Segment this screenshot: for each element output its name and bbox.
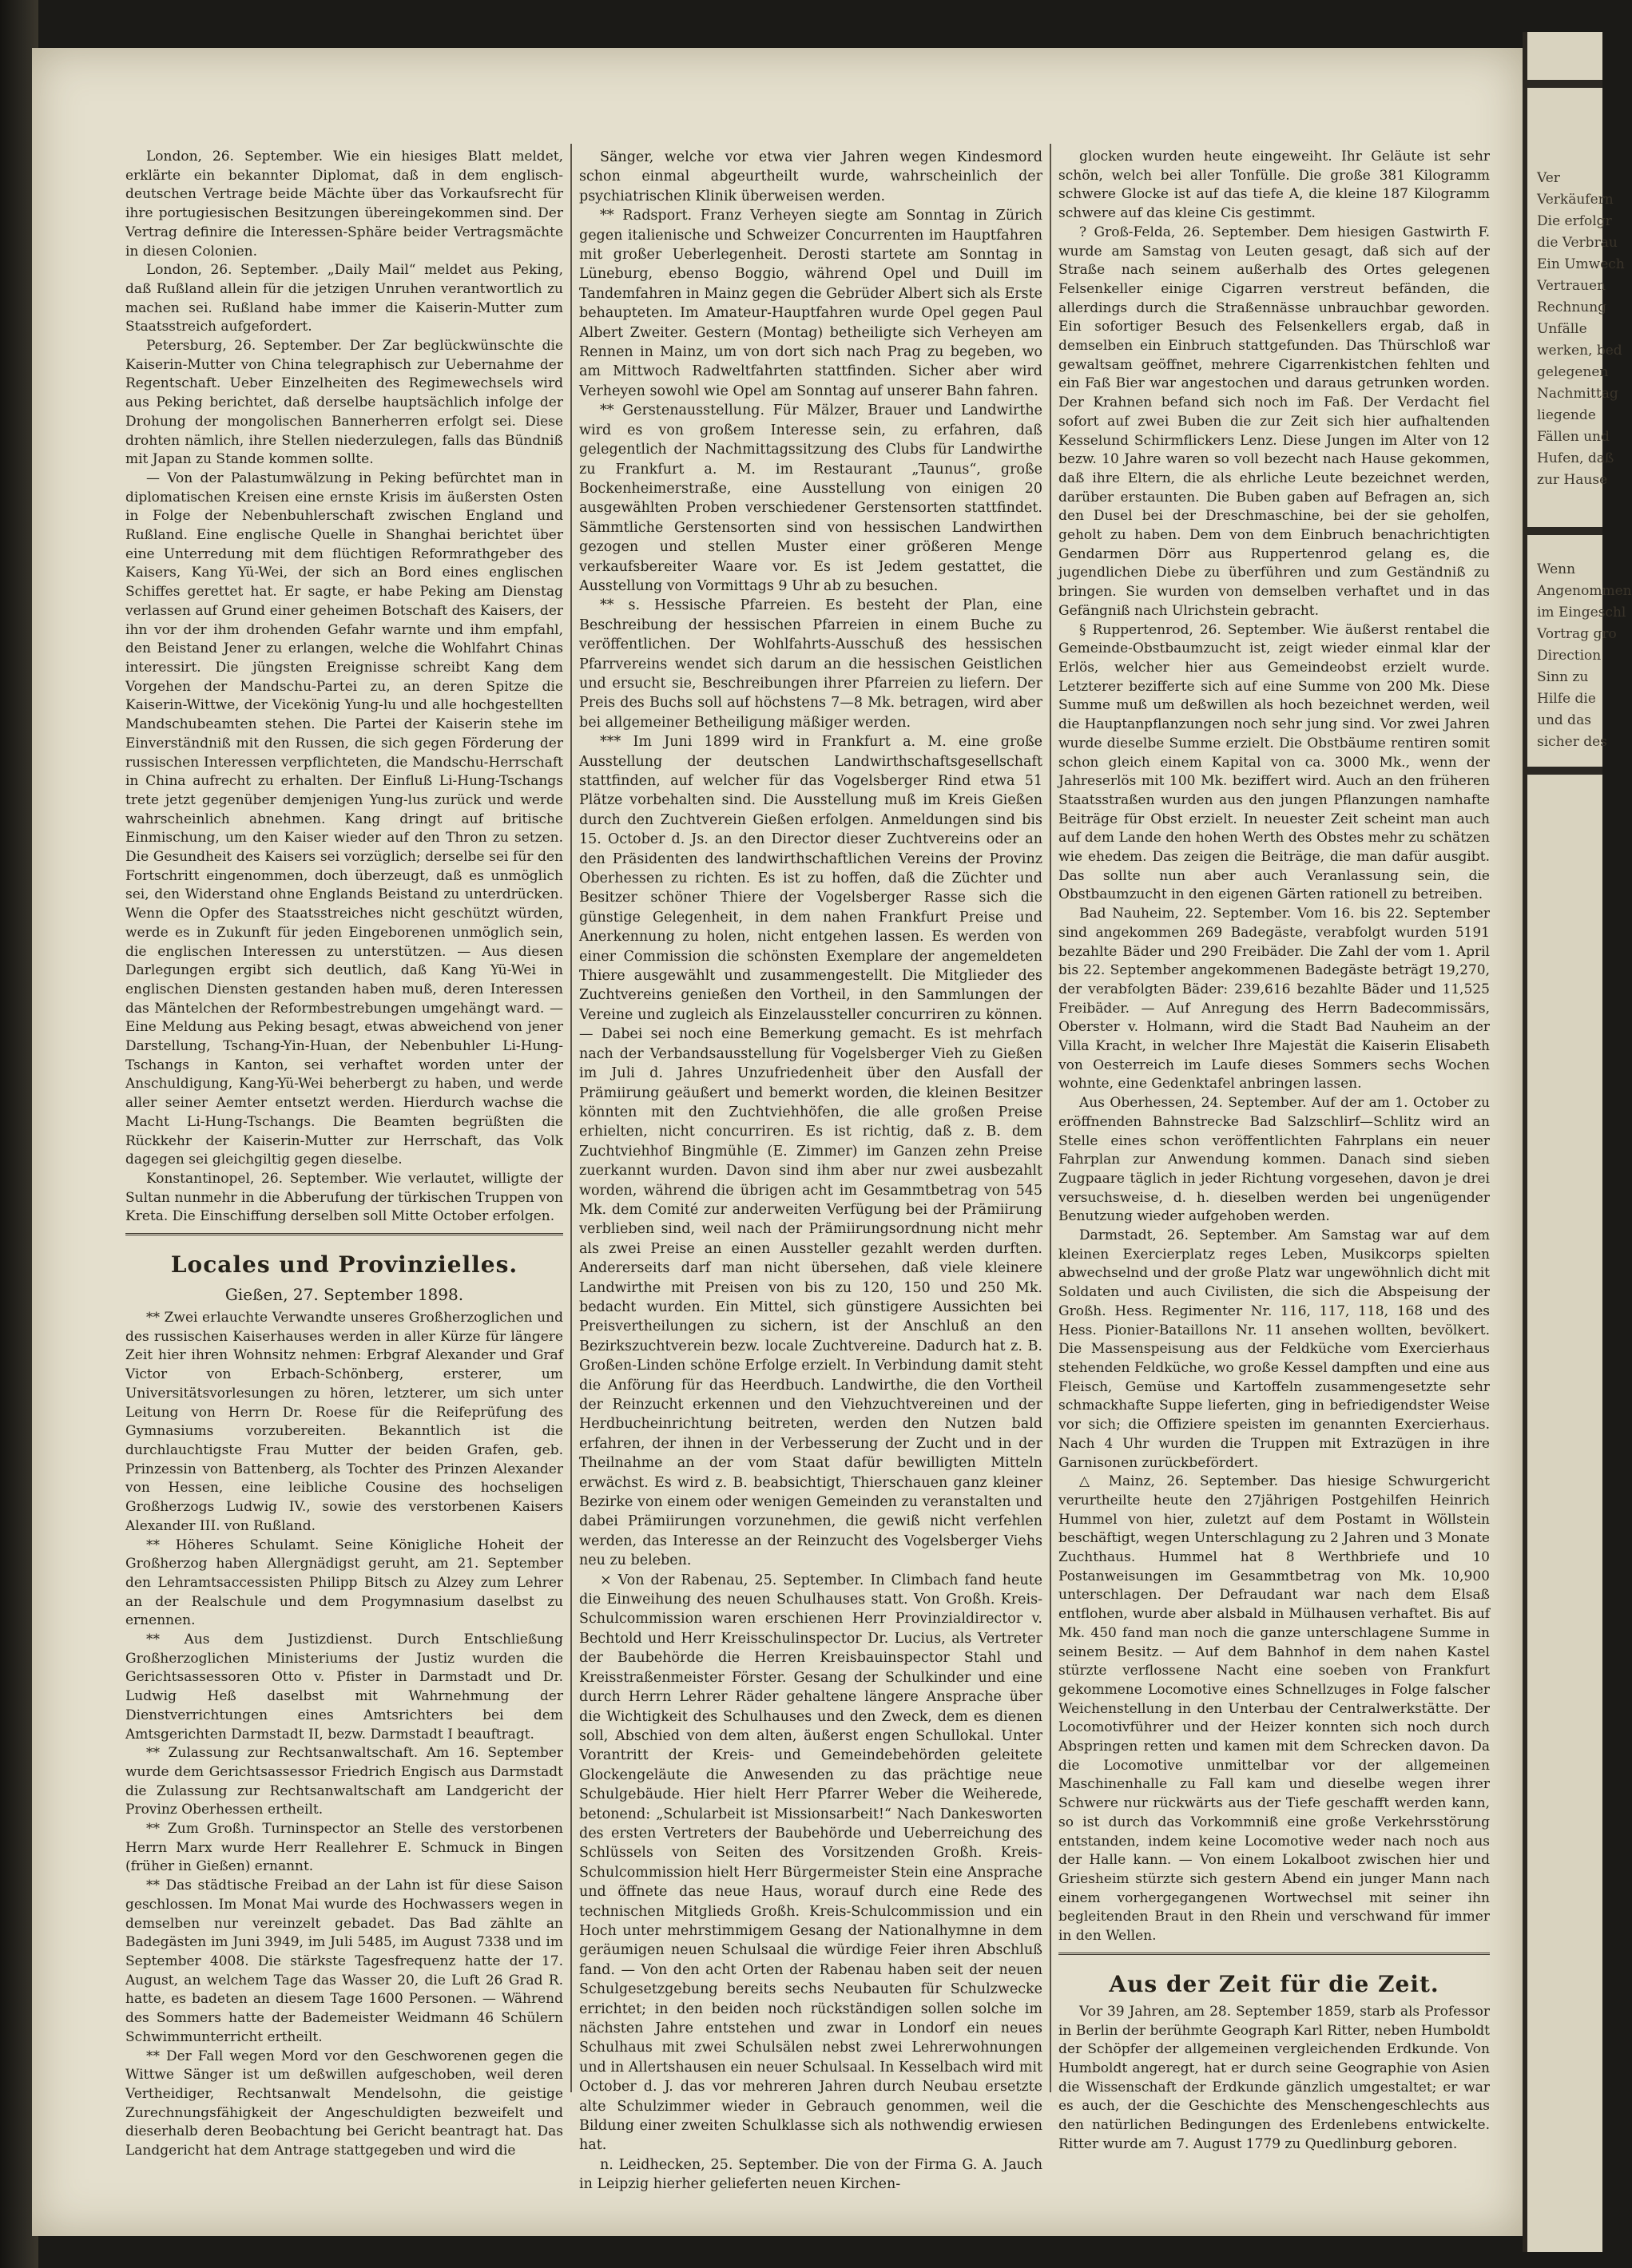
fragment: liegende bbox=[1537, 407, 1596, 423]
local-article: ** Zum Großh. Turninspector an Stelle des verstorbenen Herrn Marx wurde Herr Reallehrer E. Schmuck in Bingen (früher in Gießen) ernannt. bbox=[125, 1821, 563, 1875]
article-ruppertenrod: § Ruppertenrod, 26. September. Wie äußerst rentabel die Gemeinde-Obstbaumzucht ist, zeigt wieder einmal klar der Erlös, welcher hier aus Gemeindeobst erzielt wurde. Letzterer bezifferte sich auf eine Summe von 200 Mk. Diese Summe muß um deßwillen als hoch bezeichnet werden, weil die Hauptanpflanzungen noch sehr jung sind. Vor zwei Jahren wurde dieselbe Summe erzielt. Die Obstbäume rentiren somit schon gleich einem Kapital von ca. 3000 Mk., wenn der Jahreserlös mit 100 Mk. beziffert wird. Auch an den früheren Staatsstraßen wurden aus den jungen Pflanzungen namhafte Beiträge für Obst erzielt. In neuester Zeit scheint man auch auf dem Lande den hohen Werth des Obstes mehr zu schätzen wie ehedem. Das zeigen die Beiträge, die man dafür ausgibt. Das sollte nun aber auch Veranlassung sein, die Obstbaumzucht in den eigenen Gärten rationell zu betreiben. bbox=[1058, 621, 1490, 903]
fragment: Wenn bbox=[1537, 561, 1576, 577]
article-peking: — Von der Palastumwälzung in Peking befürchtet man in diplomatischen Kreisen eine ernste Krisis im äußersten Osten in Folge der Nebenbuhlerschaft zwischen England und Rußland. Eine englische Quelle in Shanghai berichtet über eine Unterredung mit dem flüchtigen Reformrathgeber des Kaisers, Kang Yü-Wei, der sich an Bord eines englischen Schiffes gerettet hat. Er sagte, er habe Peking am Dienstag verlassen auf Grund einer geheimen Botschaft des Kaisers, der ihn vor der ihm drohenden Gefahr warnte und ihm empfahl, den Beistand Jener zu erlangen, welche die Wohlfahrt Chinas interessirt. Die jüngsten Ereignisse schreibt Kang dem Vorgehen der Mandschu-Partei zu, an deren Spitze die Kaiserin-Wittwe, der Vicekönig Yung-lu und alle hochgestellten Mandschubeamten stehen. Die Partei der Kaiserin stehe im Einverständniß mit den Russen, die sich gegen Förderung der russischen Interessen verpflichteten, die Mandschu-Herrschaft in China aufrecht zu erhalten. Der Einfluß Li-Hung-Tschangs trete jetzt gegenüber demjenigen Yung-lus zurück und werde wahrscheinlich abnehmen. Kang dringt auf britische Einmischung, um den Kaiser wieder auf den Thron zu setzen. Die Gesundheit des Kaisers sei vorzüglich; derselbe sei für den Fortschritt eingenommen, doch überzeugt, daß es unmöglich sei, den Widerstand ohne Englands Beistand zu unterdrücken. Wenn die Opfer des Staatsstreiches nicht geschützt würden, werde es in Zukunft für jeden Eingeborenen unmöglich sein, die englischen Interessen zu unterstützen. — Aus diesen Darlegungen ergibt sich deutlich, daß Kang Yü-Wei in englischen Diensten gestanden haben muß, deren Interessen das Mäntelchen der Reformbestrebungen umgehängt ward. — Eine Meldung aus Peking besagt, etwas abweichend von jener Darstellung, Tschang-Yin-Huan, der Nebenbuhler Li-Hung-Tschangs in Kanton, sei verhaftet worden unter der Anschuldigung, Kang-Yü-Wei beherbergt zu haben, und werde aller seiner Aemter entsetzt werden. Hierdurch wachse die Macht Li-Hung-Tschangs. Die Beamten begrüßten die Rückkehr der Kaiserin-Mutter zur Herrschaft, das Volk dagegen sei gleichgiltig gegen dieselbe. bbox=[125, 470, 563, 1168]
fragment: Unfälle bbox=[1537, 321, 1587, 337]
local-article: ** Höheres Schulamt. Seine Königliche Hoheit der Großherzog haben Allergnädigst geruht, am 21. September den Lehramtsaccessisten Philipp Bitsch zu Alzey zum Lehrer an der Realschule und dem Progymnasium daselbst zu ernennen. bbox=[125, 1536, 563, 1629]
fragment: und das bbox=[1537, 712, 1591, 728]
fragment: Ver bbox=[1537, 170, 1560, 186]
local-article: ** Das städtische Freibad an der Lahn ist für diese Saison geschlossen. Im Monat Mai wurde des Hochwassers wegen in demselben nur vereinzelt gebadet. Das Bad zählte an Badegästen im Juni 3949, im Juli 5485, im August 7338 und im September 4008. Die stärkste Tagesfrequenz hatte der 17. August, an welchem Tage das Wasser 20, die Luft 26 Grad R. hatte, es badeten an diesem Tage 1600 Personen. — Während des Sommers hatte der Bademeister Weidmann 46 Schülern Schwimmunterricht ertheilt. bbox=[125, 1877, 563, 2045]
adjacent-page-strip bbox=[1523, 32, 1632, 2252]
fragment: Vortrag gro bbox=[1537, 626, 1617, 642]
column-1 bbox=[125, 148, 563, 2161]
fragment: sicher des bbox=[1537, 734, 1607, 750]
local-article: ** Aus dem Justizdienst. Durch Entschließung Großherzoglichen Ministeriums der Justiz wurden die Gerichtsassessoren Otto v. Pfister in Darmstadt und Dr. Ludwig Heß daselbst mit Wahrnehmung der Dienstverrichtungen eines Amtsrichters bei dem Amtsgerichten Darmstadt II, bezw. Darmstadt I beauftragt. bbox=[125, 1632, 563, 1743]
local-article: ** Zulassung zur Rechtsanwaltschaft. Am 16. September wurde dem Gerichtsassessor Friedrich Engisch aus Darmstadt die Zulassung zur Rechtsanwaltschaft am Landgericht der Provinz Oberhessen ertheilt. bbox=[125, 1745, 563, 1818]
article-petersburg: Petersburg, 26. September. Der Zar beglückwünschte die Kaiserin-Mutter von China telegraphisch zur Uebernahme der Regentschaft. Ueber Einzelheiten des Regimewechsels wird aus Peking berichtet, daß derselbe hauptsächlich infolge der Drohung der mongolischen Bannerherren erfolgt sei. Diese drohten nämlich, ihre Stellen niederzulegen, falls das Bündniß mit Japan zu Stande kommen sollte. bbox=[125, 338, 563, 468]
article-oberhessen: Aus Oberhessen, 24. September. Auf der am 1. October zu eröffnenden Bahnstrecke Bad Salzschlirf—Schlitz wird an Stelle eines schon veröffentlichten Fahrplans ein neuer Fahrplan zur Anwendung kommen. Danach sind sieben Zugpaare täglich in jeder Richtung vorgesehen, davon je drei versuchsweise, d. h. dieselben werden bei ungenügender Benutzung wieder aufgehoben werden. bbox=[1058, 1095, 1490, 1225]
article-pfarreien: ** s. Hessische Pfarreien. Es besteht der Plan, eine Beschreibung der hessischen Pfarreien in einem Buche zu veröffentlichen. Der Wohlfahrts-Ausschuß des hessischen Pfarrvereins wendet sich darum an die hessischen Geistlichen und ersucht sie, Beschreibungen ihrer Pfarreien zu liefern. Der Preis des Buchs soll auf höchstens 7—8 Mk. betragen, wird aber bei allgemeiner Betheiligung mäßiger werden. bbox=[579, 597, 1042, 731]
article-konstantinopel: Konstantinopel, 26. September. Wie verlautet, willigte der Sultan nunmehr in die Abberufung der türkischen Truppen von Kreta. Die Einschiffung derselben soll Mitte October erfolgen. bbox=[125, 1170, 563, 1225]
column-2 bbox=[579, 148, 1042, 2195]
fragment: Rechnung bbox=[1537, 299, 1607, 315]
fragment: Verkäufern bbox=[1537, 192, 1614, 208]
fragment: gelegenen bbox=[1537, 364, 1609, 380]
article-darmstadt: Darmstadt, 26. September. Am Samstag war auf dem kleinen Exercierplatz reges Leben, Musikcorps spielten abwechselnd und der große Platz war ungewöhnlich dicht mit Soldaten und auch Civilisten, die sich die Abspeisung der Großh. Hess. Regimenter Nr. 116, 117, 118, 168 und des Hess. Pionier-Bataillons Nr. 11 ansehen wollten, bevölkert. Die Massenspeisung aus der Feldküche vom Exercierhaus stehenden Feldküche, wo große Kessel dampften und eine aus Fleisch, Gemüse und Kartoffeln zusammengesetzte sehr schmackhafte Suppe lieferten, ging in befriedigendster Weise vor sich; die Offiziere speisten im genannten Exercierhaus. Nach 4 Uhr wurden die Truppen mit Extrazügen in ihre Garnisonen zurückbefördert. bbox=[1058, 1227, 1490, 1471]
article-gross-felda: ? Groß-Felda, 26. September. Dem hiesigen Gastwirth F. wurde am Samstag von Leuten gesagt, daß sich auf der Straße nach seinem außerhalb des Ortes gelegenen Felsenkeller einige Cigarren verstreut befänden, die allerdings durch die Straßennässe unbrauchbar geworden. Ein sofortiger Besuch des Felsenkellers ergab, daß in demselben ein Einbruch stattgefunden. Das Thürschloß war gewaltsam geöffnet, mehrere Cigarrenkistchen fehlten und ein Faß Bier war angestochen und daraus getrunken worden. Der Krahnen befand sich noch im Faß. Der Verdacht fiel sofort auf zwei Buben die zur Zeit sich hier aufhaltenden Kesselund Schirmflickers Lenz. Diese Jungen im Alter von 12 bezw. 10 Jahre waren so voll bezecht nach Hause gekommen, daß ihre Eltern, die als ehrliche Leute bezeichnet werden, darüber erstaunten. Die Buben gaben auf Befragen an, sich den Dusel bei der Dreschmaschine, bei der sie geholfen, geholt zu haben. Dem von dem Einbruch benachrichtigten Gendarmen Dörr aus Ruppertenrod gelang es, die jugendlichen Diebe zu überführen und zum Geständniß zu bringen. Sie wurden von demselben verhaftet und in das Gefängniß nach Ulrichstein gebracht. bbox=[1058, 224, 1490, 619]
dateline: Gießen, 27. September 1898. bbox=[224, 1285, 464, 1305]
article-gerstenausstellung: ** Gerstenausstellung. Für Mälzer, Brauer und Landwirthe wird es von großem Interesse sein, zu erfahren, daß gelegentlich der Nachmittagssitzung des Clubs für Landwirthe zu Frankfurt a. M. im Restaurant „Taunus“, große Bockenheimerstraße, eine Ausstellung von einigen 20 ausgewählten Proben verschiedener Gerstensorten stattfindet. Sämmtliche Gerstensorten sind von hessischen Landwirthen gezogen und stellen Muster einer größeren Menge verkaufsbereiter Waare vor. Es ist Jedem gestattet, die Ausstellung von Vormittags 9 Uhr ab zu besuchen. bbox=[579, 402, 1042, 594]
strip-rule-lower bbox=[1527, 767, 1602, 775]
fragment: Angenommen bbox=[1537, 583, 1632, 599]
fragment: werken, bed bbox=[1537, 343, 1622, 359]
article-london-1: London, 26. September. Wie ein hiesiges Blatt meldet, erklärte ein bekannter Diplomat, daß in dem englisch-deutschen Vertrage beide Mächte über das Vorkaufsrecht für ihre portugiesischen Besitzungen übereingekommen sind. Der Vertrag definire die Interessen-Sphäre beider Vertragsmächte in diesen Colonien. bbox=[125, 149, 563, 260]
article-radsport: ** Radsport. Franz Verheyen siegte am Sonntag in Zürich gegen italienische und Schweizer Concurrenten im Hauptfahren mit großer Ueberlegenheit. Derosti startete am Sonntag in Lüneburg, ebenso Boggio, während Opel und Duill im Tandemfahren in Mainz gegen die Gebrüder Albert sich als Erste behaupteten. Im Amateur-Hauptfahren wurde Opel gegen Paul Albert Zweiter. Gestern (Montag) betheiligte sich Verheyen am Rennen in Mainz, um von dort sich nach Prag zu begeben, wo am Mittwoch Radweltfahrten stattfinden. Sicher aber wird Verheyen sowohl wie Opel am Sonntag auf unserer Bahn fahren. bbox=[579, 208, 1042, 399]
local-article: ** Der Fall wegen Mord vor den Geschworenen gegen die Wittwe Sänger ist um deßwillen aufgeschoben, weil deren Vertheidiger, Rechtsanwalt Mendelsohn, die geistige Zurechnungsfähigkeit der Angeschuldigten bezweifelt und dieserhalb deren Beobachtung bei Gericht beantragt hat. Das Landgericht hat dem Antrage stattgegeben und wird die bbox=[125, 2048, 563, 2159]
article: glocken wurden heute eingeweiht. Ihr Geläute ist sehr schön, welch bei aller Tonfülle. Die große 381 Kilogramm schwere Glocke ist auf das tiefe A, die kleine 187 Kilogramm schwere auf das kleine Cis gestimmt. bbox=[1058, 149, 1490, 222]
fragment: Die erfolgr bbox=[1537, 213, 1612, 229]
article-bad-nauheim: Bad Nauheim, 22. September. Vom 16. bis 22. September sind angekommen 269 Badegäste, verabfolgt wurden 5191 bezahlte Bäder und 290 Freibäder. Die Zahl der vom 1. April bis 22. September angekommenen Badegäste beträgt 19,270, der verabfolgten Bäder: 239,616 bezahlte Bäder und 11,525 Freibäder. — Auf Anregung des Herrn Badecommissärs, Oberster v. Holmann, wird die Stadt Bad Nauheim an der Villa Kracht, in welcher Ihre Majestät die Kaiserin Elisabeth von Oesterreich im Laufe dieses Sommers sechs Wochen wohnte, eine Gedenktafel anbringen lassen. bbox=[1058, 906, 1490, 1092]
fragment: Fällen und bbox=[1537, 429, 1610, 445]
article: Sänger, welche vor etwa vier Jahren wegen Kindesmord schon einmal abgeurtheilt wurde, wahrscheinlich der psychiatrischen Klinik überweisen werden. bbox=[579, 149, 1042, 204]
strip-rule-middle bbox=[1527, 527, 1602, 535]
fragment: Nachmittag bbox=[1537, 386, 1618, 402]
article-london-2: London, 26. September. „Daily Mail“ meldet aus Peking, daß Rußland allein für die jetzigen Unruhen verantwortlich zu machen sei. Rußland habe immer die Kaiserin-Mutter zum Staatsstreich aufgefordert. bbox=[125, 262, 563, 335]
fragment: Hilfe die bbox=[1537, 691, 1596, 707]
article-ritter: Vor 39 Jahren, am 28. September 1859, starb als Professor in Berlin der berühmte Geograph Karl Ritter, neben Humboldt der Schöpfer der allgemeinen vergleichenden Erdkunde. Von Humboldt angeregt, hat er durch seine Geographie von Asien die Wissenschaft der Erdkunde gänzlich umgestaltet; er war es auch, der die Geschichte des Menschengeschlechts aus den natürlichen Bedingungen des Erdenlebens entwickelte. Ritter wurde am 7. August 1779 zu Quedlinburg geboren. bbox=[1058, 2003, 1490, 2152]
article-leidhecken: n. Leidhecken, 25. September. Die von der Firma G. A. Jauch in Leipzig hierher gelieferten neuen Kirchen- bbox=[579, 2156, 1042, 2193]
fragment: Direction bbox=[1537, 648, 1602, 664]
article-ausstellung-1899: *** Im Juni 1899 wird in Frankfurt a. M. eine große Ausstellung der deutschen Landwirthschaftsgesellschaft stattfinden, auf welcher für das Vogelsberger Rind etwa 51 Plätze vorbehalten sind. Die Ausstellung muß im Kreis Gießen durch den Zuchtverein Gießen erfolgen. Anmeldungen sind bis 15. October d. Js. an den Director dieser Zuchtvereins oder an den Präsidenten des landwirthschaftlichen Vereins der Provinz Oberhessen zu richten. Es ist zu hoffen, daß die Züchter und Besitzer schöner Thiere der Vogelsberger Rasse sich die günstige Gelegenheit, in dem nahen Frankfurt Preise und Anerkennung zu holen, nicht entgehen lassen. Es werden von einer Commission die schönsten Exemplare der angemeldeten Thiere ausgewählt und zusammengestellt. Die Mitglieder des Zuchtvereins genießen den Vortheil, in den Sammlungen der Vereine und zugleich als Einzelaussteller concurriren zu können. — Dabei sei noch eine Bemerkung gemacht. Es ist mehrfach nach der Verbandsausstellung für Vogelsberger Vieh zu Gießen im Juli d. Jahres Unzufriedenheit über den Ausfall der Prämiirung geäußert und bemerkt worden, die kleinen Besitzer könnten mit den Zuchtviehhöfen, die alle großen Preise erhielten, nicht concurriren. Es ist richtig, daß z. B. dem Zuchtviehhof Bingmühle (E. Zimmer) im Ganzen zehn Preise zuerkannt wurden. Davon sind ihm aber nur zwei ausbezahlt worden, während die übrigen acht im Gesammtbetrag von 545 Mk. dem Comité zur anderweiten Verfügung bei der Prämiirung verblieben sind, weil nach der Prämiirungsordnung nicht mehr als zwei Preise an einen Aussteller gezahlt werden durften. Andererseits darf man nicht übersehen, daß viele kleinere Landwirthe mit Preisen von bis zu 120, 150 und 250 Mk. bedacht wurden. Ein Mittel, sich günstigere Aussichten bei Preisvertheilungen zu sichern, ist der Anschluß an den Bezirkszuchtverein bezw. locale Zuchtvereine. Dadurch hat z. B. Großen-Linden schöne Erfolge erzielt. In Verbindung damit steht die Anförung für das Heerdbuch. Landwirthe, die den Vortheil der Reinzucht erkennen und den Viehzuchtvereinen und der Herdbucheinrichtung beitreten, werden den Nutzen bald erfahren, der ihnen in der Verbesserung der Zucht und in der Theilnahme an der vom Staat dafür bewilligten Mitteln erwächst. Es wird z. B. beabsichtigt, Thierschauen ganz kleiner Bezirke von einem oder wenigen Gemeinden zu veranstalten und dabei Prämiirungen vorzunehmen, die gewiß nicht verfehlen werden, das Interesse an der Reinzucht des Vogelsberger Viehs neu zu beleben. bbox=[579, 734, 1042, 1569]
fragment: Hufen, daß bbox=[1537, 450, 1614, 466]
fragment: zur Hause bbox=[1537, 472, 1608, 488]
strip-rule-top bbox=[1527, 80, 1602, 88]
local-article: ** Zwei erlauchte Verwandte unseres Großherzoglichen und des russischen Kaiserhauses werden in aller Kürze für längere Zeit hier ihren Wohnsitz nehmen: Erbgraf Alexander und Graf Victor von Erbach-Schönberg, ersterer, um Universitätsvorlesungen zu hören, letzterer, um sich unter Leitung von Herrn Dr. Roese für die Reifeprüfung des Gymnasiums vorzubereiten. Bekanntlich ist die durchlauchtigste Frau Mutter der beiden Grafen, geb. Prinzessin von Battenberg, als Tochter des Prinzen Alexander von Hessen, eine leibliche Cousine des hochseligen Großherzogs Ludwig IV., sowie des verstorbenen Kaisers Alexander III. von Rußland. bbox=[125, 1310, 563, 1534]
strip-fragments-lower bbox=[1532, 559, 1632, 753]
column-rule-2 bbox=[1050, 144, 1051, 2092]
article-rabenau: ⨯ Von der Rabenau, 25. September. In Climbach fand heute die Einweihung des neuen Schulhauses statt. Von Großh. Kreis-Schulcommission waren erschienen Herr Provinzialdirector v. Bechtold und Herr Kreisschulinspector Dr. Lucius, als Vertreter der Baubehörde die Herren Kreisbauinspector Stahl und Kreisstraßenmeister Förster. Gesang der Schulkinder und eine durch Herrn Lehrer Räder gehaltene längere Ansprache über die Wichtigkeit des Schulhauses und den Zweck, dem es dienen soll, Abschied von dem alten, äußerst engen Schullokal. Unter Vorantritt der Kreis- und Gemeindebehörden geleitete Glockengeläute die Anwesenden zu das prächtige neue Schulgebäude. Hier hielt Herr Pfarrer Weber die Weiherede, betonend: „Schularbeit ist Missionsarbeit!“ Nach Dankesworten des ersten Vertreters der Baubehörde und Ueberreichung des Schlüssels von Seiten des Vorsitzenden Großh. Kreis-Schulcommission hielt Herr Bürgermeister Stein eine Ansprache und öffnete das neue Haus, worauf durch eine Rede des technischen Mitglieds Großh. Kreis-Schulcommission und ein Hoch unter mehrstimmigem Gesang der Nationalhymne in dem geräumigen neuen Schulsaal die würdige Feier ihren Abschluß fand. — Von den acht Orten der Rabenau haben seit der neuen Schulgesetzgebung bereits sechs Neubauten für Schulzwecke errichtet; in den beiden noch rückständigen sollen solche im nächsten Jahre entstehen und zwar in Londorf ein neues Schulhaus mit zwei Schulsälen nebst zwei Lehrerwohnungen und in Allertshausen ein neuer Schulsaal. In Kesselbach wird mit October d. J. das vor mehreren Jahren durch Neubau ersetzte alte Schulzimmer wieder in Gebrauch genommen, weil die Bildung einer zweiten Schulklasse sich als nothwendig erwiesen hat. bbox=[579, 1572, 1042, 2154]
section-divider bbox=[125, 1233, 563, 1235]
section-divider bbox=[1058, 1953, 1490, 1955]
column-rule-1 bbox=[570, 144, 572, 2092]
fragment: im Eingeschl bbox=[1537, 605, 1626, 621]
section-heading-locales: Locales und Provinzielles. bbox=[170, 1251, 518, 1279]
fragment: Ein Umwech bbox=[1537, 256, 1625, 272]
fragment: Vertrauen bbox=[1537, 278, 1606, 294]
strip-fragments-upper bbox=[1532, 168, 1625, 491]
fragment: die Verbrau bbox=[1537, 235, 1618, 251]
fragment: Sinn zu bbox=[1537, 669, 1589, 685]
column-3 bbox=[1058, 148, 1490, 2154]
section-heading-zeit: Aus der Zeit für die Zeit. bbox=[1109, 1970, 1439, 1997]
article-mainz: △ Mainz, 26. September. Das hiesige Schwurgericht verurtheilte heute den 27jährigen Postgehilfen Heinrich Hummel von hier, zuletzt auf dem Postamt in Wöllstein beschäftigt, wegen Unterschlagung zu 2 Jahren und 3 Monate Zuchthaus. Hummel hat 8 Werthbriefe und 10 Postanweisungen im Gesammtbetrag von Mk. 10,900 unterschlagen. Der Defraudant war nach dem Elsaß entflohen, wurde aber alsbald in Mülhausen verhaftet. Bis auf Mk. 450 fand man noch die ganze unterschlagene Summe in seinem Besitz. — Auf dem Bahnhof in dem nahen Kastel stürzte verflossene Nacht eine soeben von Frankfurt gekommene Locomotive eines Schnellzuges in Folge falscher Weichenstellung in den Unterbau der Centralwerkstätte. Der Locomotivführer und der Heizer konnten sich noch durch Abspringen retten und kamen mit dem Schrecken davon. Da die Locomotive unmittelbar vor der allgemeinen Maschinenhalle zu Fall kam und dieselbe wegen ihrer Schwere nur rückwärts aus der Tiefe geschafft werden kann, so ist durch das Vorkommniß eine große Verkehrsstörung entstanden, indem keine Locomotive weder nach noch aus der Halle kann. — Von einem Lokalboot zwischen hier und Griesheim stürzte sich gestern Abend ein junger Mann nach einem vorhergegangenen Wortwechsel mit seiner ihn begleitenden Braut in den Rhein und verschwand für immer in den Wellen. bbox=[1058, 1473, 1490, 1945]
